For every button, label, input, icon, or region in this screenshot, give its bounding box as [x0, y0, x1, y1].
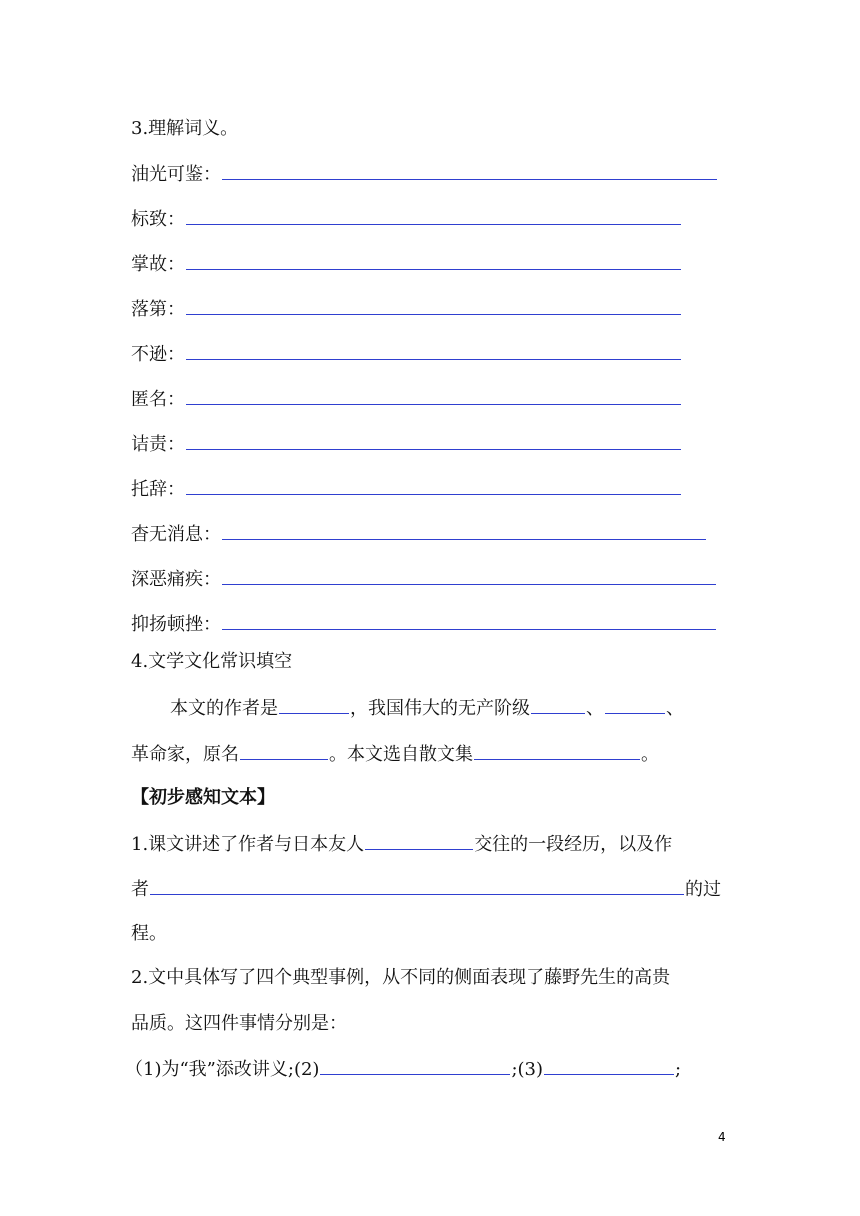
term-label: 标致： [131, 209, 185, 230]
term-label: 杳无消息： [131, 524, 221, 545]
term-label: 深恶痛疾： [131, 569, 221, 590]
term-row [131, 252, 682, 277]
term-row [131, 207, 682, 232]
event-2-blank[interactable] [320, 1057, 510, 1075]
answer-blank[interactable] [186, 207, 681, 225]
term-row [131, 522, 707, 547]
question-1-line-3: 程。 [131, 923, 167, 944]
term-label: 托辞： [131, 479, 185, 500]
original-name-blank[interactable] [240, 742, 328, 760]
page-number: 4 [718, 1130, 726, 1144]
term-label: 抑扬顿挫： [131, 614, 221, 635]
question-1-line-2: 者 的过 [131, 879, 721, 900]
answer-blank[interactable] [222, 162, 717, 180]
answer-blank[interactable] [222, 612, 716, 630]
section4-heading: 4.文学文化常识填空 [131, 651, 293, 672]
term-label: 掌故： [131, 254, 185, 275]
answer-blank[interactable] [186, 297, 681, 315]
question-2-line-2: 品质。这四件事情分别是： [131, 1013, 347, 1034]
term-row [131, 342, 682, 367]
question-1-line-1: 1.课文讲述了作者与日本友人 交往的一段经历，以及作 [131, 834, 673, 855]
term-row [131, 477, 682, 502]
collection-blank[interactable] [474, 742, 640, 760]
answer-blank[interactable] [186, 387, 681, 405]
term-label: 不逊： [131, 344, 185, 365]
knowledge-line-1: 本文的作者是 ，我国伟大的无产阶级 、 、 [170, 698, 684, 719]
term-row [131, 432, 682, 457]
answer-blank[interactable] [222, 522, 706, 540]
term-row [131, 612, 717, 637]
question-2-line-3: （1)为“我”添改讲义;(2) ;(3) ; [125, 1059, 682, 1080]
title-blank-1[interactable] [531, 696, 585, 714]
knowledge-line-2: 革命家，原名 。本文选自散文集 。 [131, 744, 659, 765]
answer-blank[interactable] [222, 567, 716, 585]
section3-heading: 3.理解词义。 [131, 118, 239, 139]
term-row [131, 162, 718, 187]
answer-blank[interactable] [186, 477, 681, 495]
question-2-line-1: 2.文中具体写了四个典型事例，从不同的侧面表现了藤野先生的高贵 [131, 967, 671, 988]
title-blank-2[interactable] [605, 696, 665, 714]
term-row [131, 387, 682, 412]
process-blank[interactable] [150, 877, 684, 895]
term-row [131, 297, 682, 322]
term-label: 诘责： [131, 434, 185, 455]
answer-blank[interactable] [186, 432, 681, 450]
perception-heading: 【初步感知文本】 [131, 787, 275, 808]
term-label: 落第： [131, 299, 185, 320]
event-3-blank[interactable] [544, 1057, 674, 1075]
answer-blank[interactable] [186, 252, 681, 270]
author-blank[interactable] [279, 696, 349, 714]
friend-name-blank[interactable] [365, 832, 473, 850]
answer-blank[interactable] [186, 342, 681, 360]
term-label: 油光可鉴： [131, 164, 221, 185]
term-label: 匿名： [131, 389, 185, 410]
term-row [131, 567, 717, 592]
